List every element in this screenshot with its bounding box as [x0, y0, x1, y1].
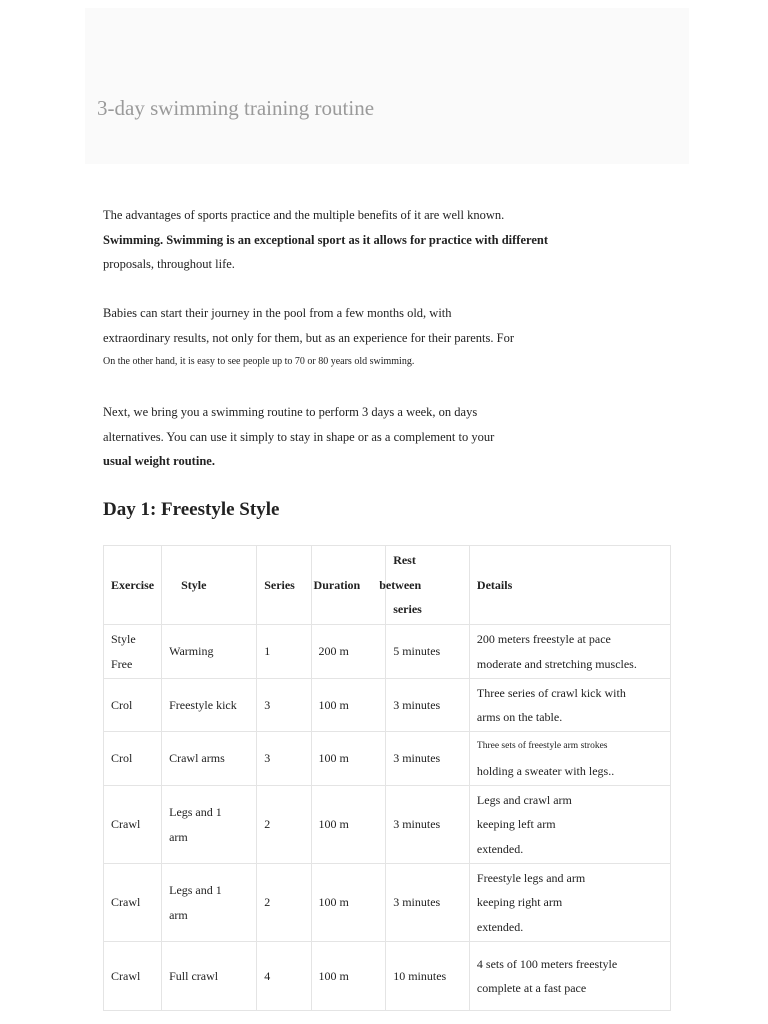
cell-line: Crawl — [111, 895, 141, 910]
text-line: The advantages of sports practice and the multiple benefits of it are well known. — [103, 208, 505, 222]
cell-style — [162, 942, 257, 1011]
text-line-bold: usual weight routine. — [103, 454, 215, 468]
cell-line: moderate and stretching muscles. — [476, 656, 637, 671]
cell-line: extended. — [476, 841, 524, 856]
cell-series: 3 — [257, 732, 311, 786]
intro-paragraph-3 — [103, 400, 623, 474]
column-header-exercise: Exercise — [104, 546, 162, 625]
cell-details — [469, 864, 670, 942]
cell-rest: 10 minutes — [386, 942, 470, 1011]
text-line: Next, we bring you a swimming routine to perform 3 days a week, on days — [103, 405, 478, 419]
cell-series: 1 — [257, 625, 311, 679]
cell-line: 4 sets of 100 meters freestyle — [476, 956, 618, 971]
day-1-heading: Day 1: Freestyle Style — [103, 499, 280, 520]
column-header-style — [162, 546, 257, 625]
cell-series: 2 — [257, 786, 311, 864]
cell-line: holding a sweater with legs.. — [476, 763, 615, 778]
cell-duration: 100 m — [311, 732, 386, 786]
cell-details — [469, 942, 670, 1011]
cell-exercise — [104, 864, 162, 942]
header-line: series — [393, 602, 422, 617]
cell-line: complete at a fast pace — [476, 981, 587, 995]
cell-line: extended. — [476, 919, 524, 934]
cell-style — [162, 679, 257, 732]
cell-line: Freestyle kick — [169, 697, 237, 712]
cell-style — [162, 625, 257, 679]
column-header-details: Details — [469, 546, 670, 625]
cell-series: 2 — [257, 864, 311, 942]
text-line-bold: Swimming. Swimming is an exceptional sport as it allows for practice with different — [103, 232, 549, 247]
cell-line: Crol — [111, 697, 133, 712]
cell-exercise — [104, 625, 162, 679]
cell-line: Crawl arms — [169, 751, 225, 766]
cell-duration: 100 m — [311, 942, 386, 1011]
cell-line: Legs and 1 — [169, 883, 222, 897]
header-line: between — [379, 577, 422, 592]
cell-line: Crawl — [111, 817, 141, 832]
cell-details — [469, 786, 670, 864]
cell-rest: 3 minutes — [386, 864, 470, 942]
page-title: 3-day swimming training routine — [97, 96, 375, 120]
cell-details — [469, 732, 670, 786]
cell-exercise — [104, 786, 162, 864]
cell-rest: 5 minutes — [386, 625, 470, 679]
column-header-style-label: Style — [181, 577, 207, 592]
cell-line: Crol — [111, 751, 133, 766]
column-header-duration: Duration — [311, 546, 386, 625]
table-row — [104, 786, 671, 864]
header-line: Rest — [393, 553, 416, 568]
cell-duration: 100 m — [311, 679, 386, 732]
cell-line: Three sets of freestyle arm strokes — [476, 741, 608, 751]
table-row — [104, 864, 671, 942]
text-line: proposals, throughout life. — [103, 257, 235, 271]
cell-line: Warming — [169, 644, 214, 659]
cell-line: Three series of crawl kick with — [476, 685, 626, 700]
table-header-row — [104, 546, 671, 625]
intro-paragraph-2 — [103, 301, 623, 375]
cell-line: keeping right arm — [476, 895, 563, 910]
cell-duration: 200 m — [311, 625, 386, 679]
cell-duration: 100 m — [311, 786, 386, 864]
cell-line: Free — [111, 656, 133, 671]
cell-exercise — [104, 679, 162, 732]
cell-style — [162, 864, 257, 942]
cell-line: Style — [111, 632, 136, 646]
cell-exercise — [104, 732, 162, 786]
table-row — [104, 679, 671, 732]
cell-style — [162, 732, 257, 786]
text-line: alternatives. You can use it simply to stay in shape or as a complement to your — [103, 429, 495, 444]
cell-series: 4 — [257, 942, 311, 1011]
column-header-rest — [379, 546, 470, 625]
cell-line: Crawl — [111, 968, 141, 983]
cell-rest: 3 minutes — [386, 732, 470, 786]
cell-line: arms on the table. — [476, 710, 563, 724]
table-row — [104, 942, 671, 1011]
cell-line: arm — [169, 907, 188, 922]
cell-line: Freestyle legs and arm — [476, 870, 586, 885]
text-line: Babies can start their journey in the pool from a few months old, with — [103, 306, 452, 320]
cell-series: 3 — [257, 679, 311, 732]
day-1-routine-table — [103, 545, 671, 1011]
text-line-small: On the other hand, it is easy to see people up to 70 or 80 years old swimming. — [103, 356, 415, 367]
cell-line: keeping left arm — [476, 817, 556, 832]
cell-line: arm — [169, 829, 188, 844]
cell-rest: 3 minutes — [386, 786, 470, 864]
table-row — [104, 625, 671, 679]
title-banner — [85, 8, 689, 164]
cell-details — [469, 625, 670, 679]
table-row — [104, 732, 671, 786]
cell-line: Legs and 1 — [169, 805, 222, 819]
cell-exercise — [104, 942, 162, 1011]
cell-duration: 100 m — [311, 864, 386, 942]
cell-style — [162, 786, 257, 864]
intro-paragraph-1 — [103, 203, 623, 277]
cell-line: 200 meters freestyle at pace — [476, 632, 611, 646]
text-line: extraordinary results, not only for them, but as an experience for their parents. For — [103, 330, 514, 345]
cell-rest: 3 minutes — [386, 679, 470, 732]
cell-line: Full crawl — [169, 968, 219, 983]
cell-line: Legs and crawl arm — [476, 792, 572, 807]
cell-details — [469, 679, 670, 732]
column-header-series: Series — [257, 546, 311, 625]
